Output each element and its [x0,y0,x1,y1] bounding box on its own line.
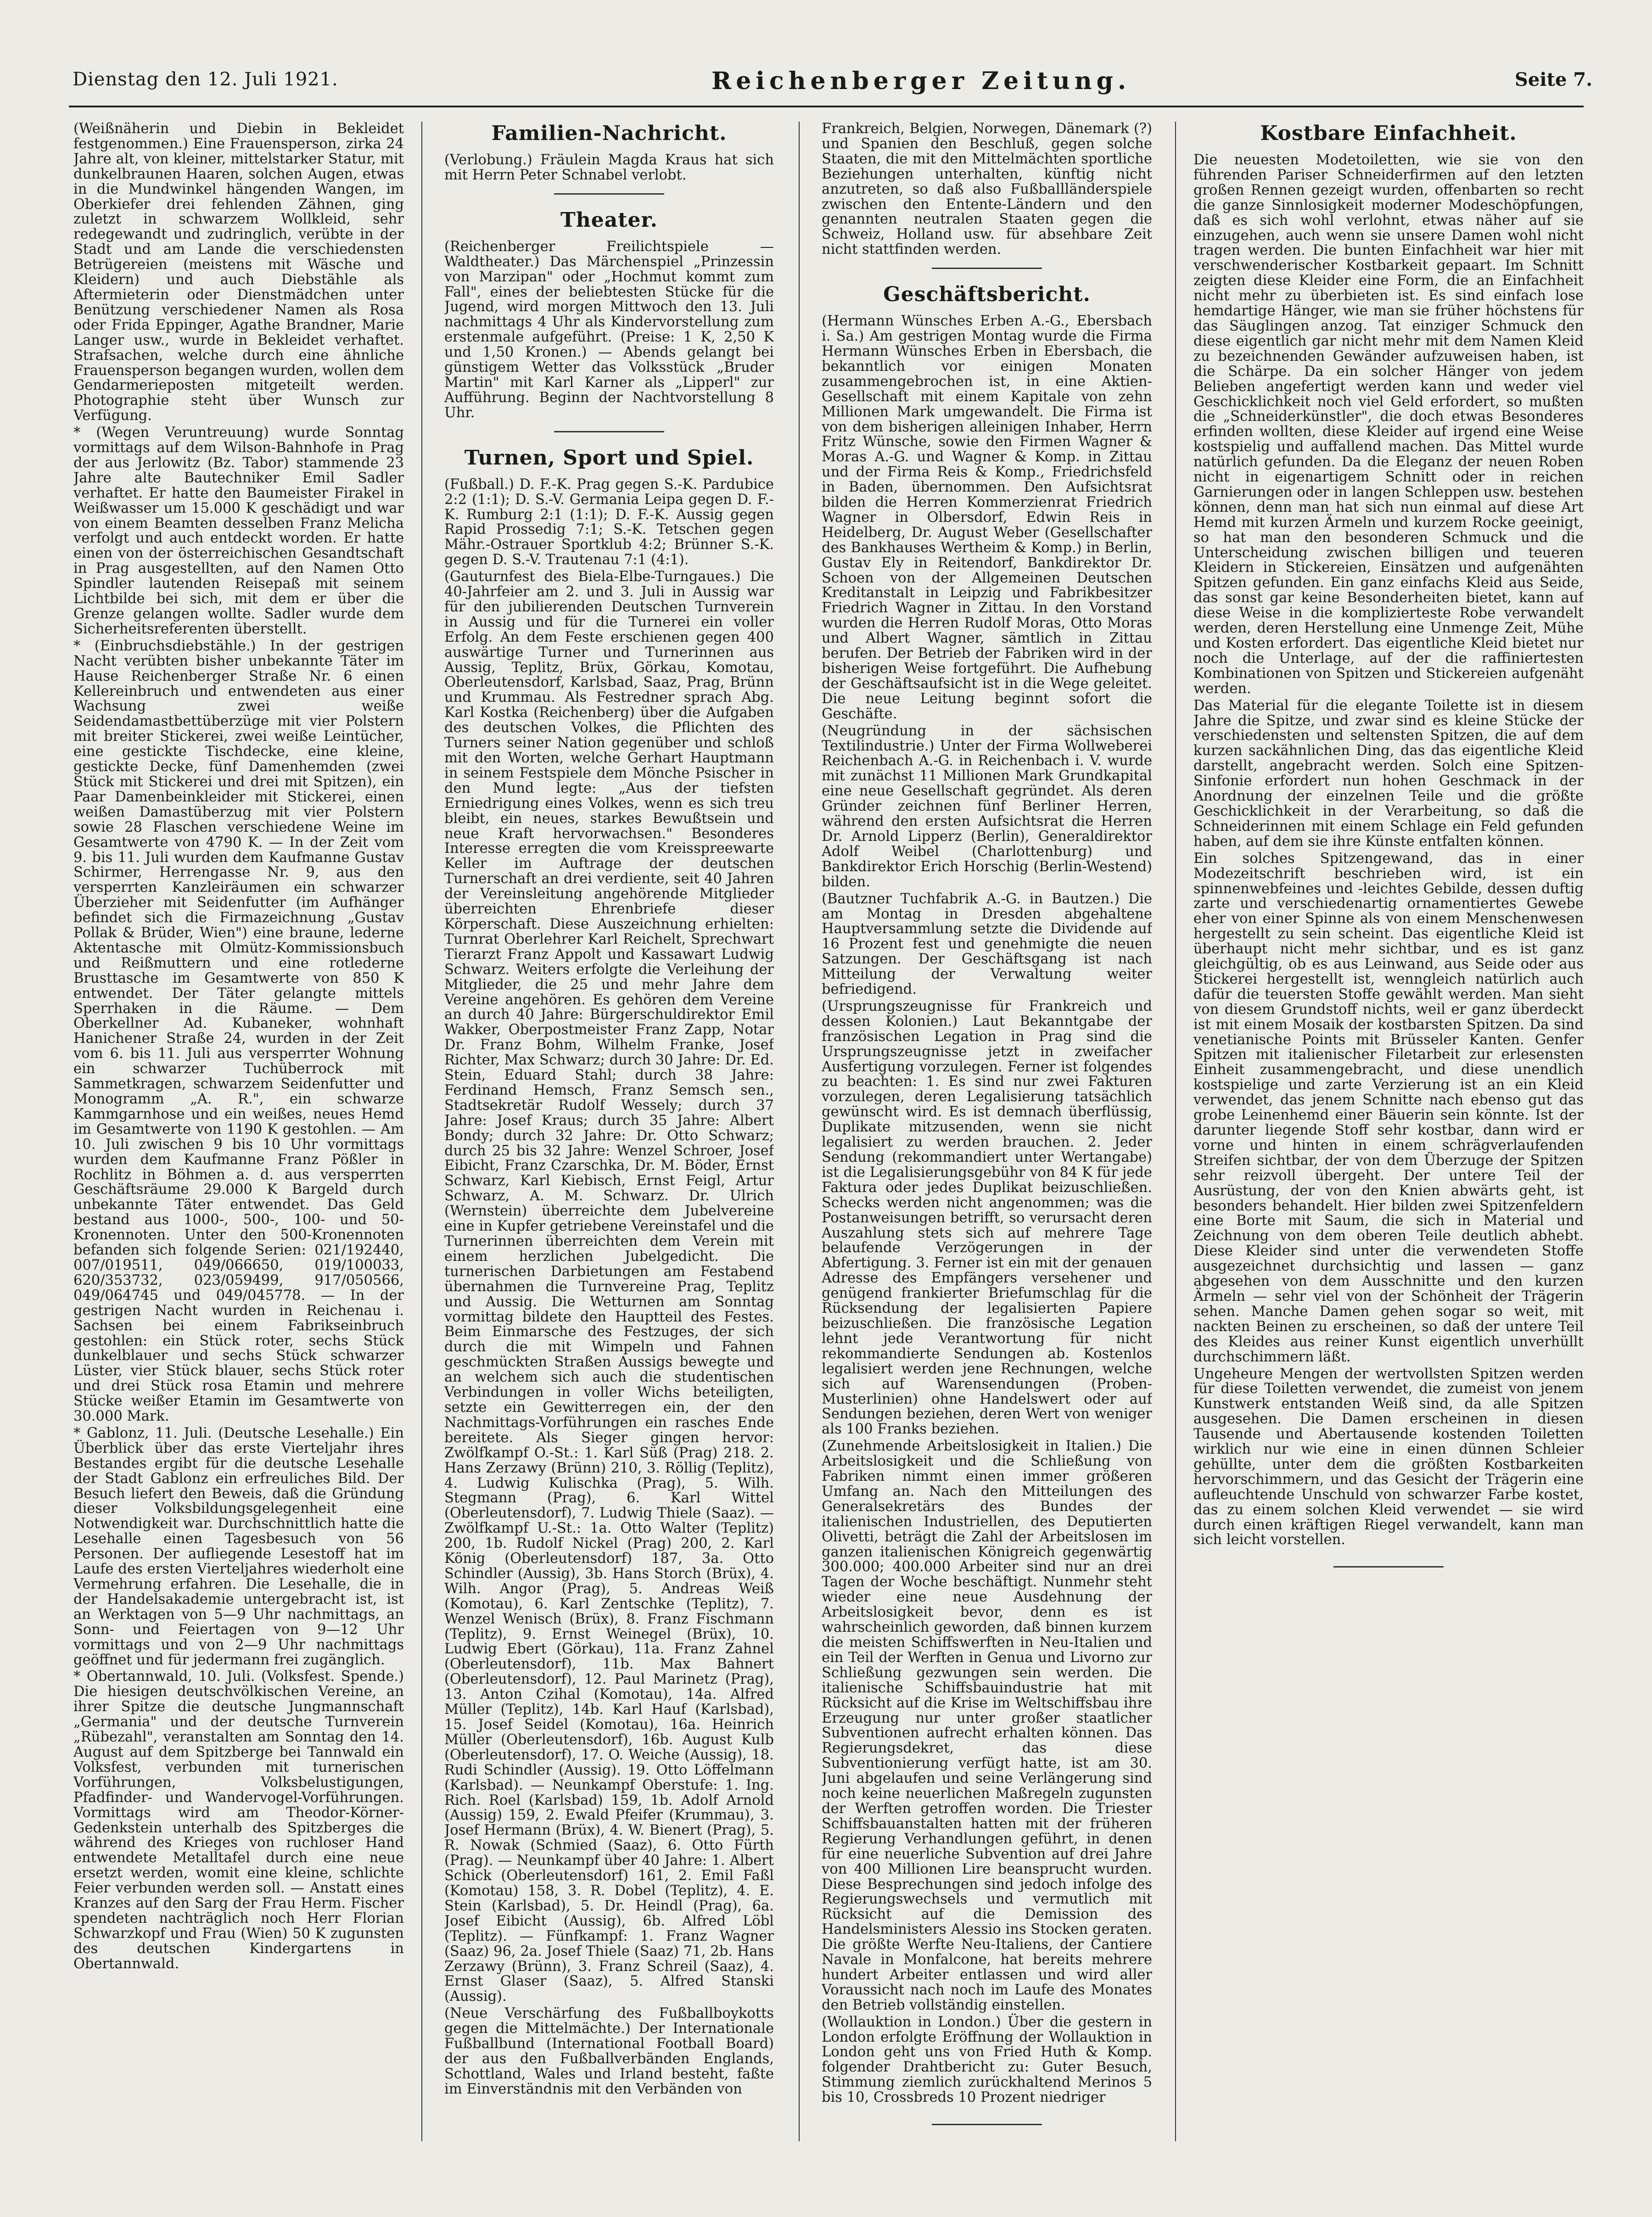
article-paragraph: (Bautzner Tuchfabrik A.-G. in Bautzen.) Die am Montag in Dresden abgehaltene Hauptversammlung setzte die Dividende auf 16 Prozent fest und genehmigte die neuen Satzungen. Der Geschäftsgang ist nach Mitteilung der Verwaltung weiter befriedigend. [822,890,1152,998]
article-paragraph: (Hermann Wünsches Erben A.-G., Ebersbach i. Sa.) Am gestrigen Montag wurde die Firma Hermann Wünsches Erben in Ebersbach, die bekanntlich vor einigen Monaten zusammengebrochen ist, in eine Aktien-Gesellschaft mit einem Kapitale von zehn Millionen Mark umgewandelt. Die Firma ist von dem bisherigen alleinigen Inhaber, Herrn Fritz Wünsche, sowie den Firmen Wagner & Moras A.-G. und Wagner & Komp. in Zittau und der Firma Reis & Komp., Friedrichsfeld in Baden, übernommen. Den Aufsichtsrat bilden die Herren Kommerzienrat Friedrich Wagner in Olbersdorf, Edwin Reis in Heidelberg, Dr. August Weber (Gesellschafter des Bankhauses Wertheim & Komp.) in Berlin, Gustav Ely in Reitendorf, Bankdirektor Dr. Schoen von der Allgemeinen Deutschen Kreditanstalt in Leipzig und Fabrikbesitzer Friedrich Wagner in Zittau. In den Vorstand wurden die Herren Rudolf Moras, Otto Moras und Albert Wagner, sämtlich in Zittau berufen. Der Betrieb der Fabriken wird in der bisherigen Weise fortgeführt. Die Aufhebung der Geschäftsaufsicht ist in die Wege geleitet. Die neue Leitung beginnt sofort die Geschäfte. [822,313,1152,722]
article-paragraph: Das Material für die elegante Toilette ist in diesem Jahre die Spitze, und zwar sind es kleine Stücke der verschiedensten und seltensten Spitzen, die auf dem kurzen sackähnlichen Ding, das das eigentliche Kleid darstellt, angebracht werden. Solch eine Spitzen-Sinfonie erfordert nun hohen Geschmack in der Anordnung der einzelnen Teile und die größte Geschicklichkeit in der Verarbeitung, so daß die Schneiderinnen mit einem Schlage ein Feld gefunden haben, auf dem sie ihre Künste entfalten können. [1193,697,1584,850]
article-paragraph: * (Einbruchsdiebstähle.) In der gestrigen Nacht verübten bisher unbekannte Täter im Hause Reichenberger Straße Nr. 6 einen Kellereinbruch und entwendeten aus einer Wachsung zwei weiße Seidendamastbettüberzüge mit vier Polstern mit breiter Stickerei, zwei weiße Leintücher, eine gestickte Tischdecke, eine kleine, gestickte Decke, fünf Damenhemden (zwei Stück mit Stickerei und drei mit Spitzen), ein Paar Damenbeinkleider mit Stickerei, einen weißen Damastüberzug mit vier Polstern sowie 28 Flaschen verschiedene Weine im Gesamtwerte von 4790 K. — In der Zeit vom 9. bis 11. Juli wurden dem Kaufmanne Gustav Schirmer, Herrengasse Nr. 9, aus den versperrten Kanzleiräumen ein schwarzer Überzieher mit Seidenfutter (im Aufhänger befindet sich die Firmazeichnung „Gustav Pollak & Brüder, Wien") eine braune, lederne Aktentasche mit Olmütz-Kommissionsbuch und Reißmuttern und eine rotlederne Brusttasche im Gesamtwerte von 850 K entwendet. Der Täter gelangte mittels Sperrhaken in die Räume. — Dem Oberkellner Ad. Kubaneker, wohnhaft Hanichener Straße 24, wurden in der Zeit vom 6. bis 11. Juli aus versperrter Wohnung ein schwarzer Tuchüberrock mit Sammetkragen, schwarzem Seidenfutter und Monogramm „A. R.", ein schwarze Kammgarnhose und ein weißes, neues Hemd im Gesamtwerte von 1190 K gestohlen. — Am 10. Juli zwischen 9 bis 10 Uhr vormittags wurden dem Kaufmanne Franz Pößler in Rochlitz in Böhmen a. d. aus versperrten Geschäftsräume 29.000 K Bargeld durch unbekannte Täter entwendet. Das Geld bestand aus 1000-, 500-, 100- und 50-Kronennoten. Unter den 500-Kronennoten befanden sich folgende Serien: 021/192440, 007/019511, 049/066650, 019/100033, 620/353732, 023/059499, 917/050566, 049/064745 und 049/045778. — In der gestrigen Nacht wurden in Reichenau i. Sachsen bei einem Fabrikseinbruch gestohlen: ein Stück roter, sechs Stück dunkelblauer und sechs Stück schwarzer Lüster, vier Stück blauer, sechs Stück roter und drei Stück rosa Etamin und mehrere Stücke weißer Etamin im Gesamtwerte von 30.000 Mark. [73,638,404,1425]
article-paragraph: (Gauturnfest des Biela-Elbe-Turngaues.) Die 40-Jahrfeier am 2. und 3. Juli in Aussig war für den jubilierenden Deutschen Turnverein in Aussig und für die Turnerei ein voller Erfolg. An dem Feste erschienen gegen 400 auswärtige Turner und Turnerinnen aus Aussig, Teplitz, Brüx, Görkau, Komotau, Oberleutensdorf, Karlsbad, Saaz, Prag, Brünn und Krummau. Als Festredner sprach Abg. Karl Kostka (Reichenberg) über die Aufgaben des deutschen Volkes, die Pflichten des Turners seiner Nation gegenüber und schloß mit den Worten, welche Gerhart Hauptmann in seinem Festspiele dem Mönche Psischer in den Mund legte: „Aus der tiefsten Erniedrigung eines Volkes, wenn es sich treu bleibt, ein neues, starkes Bewußtsein und neue Kraft hervorwachsen." Besonderes Interesse erregten die vom Kreisspreewarte Keller im Auftrage der deutschen Turnerschaft an drei verdiente, seit 40 Jahren der Vereinsleitung angehörende Mitglieder überreichten Ehrenbriefe dieser Körperschaft. Diese Auszeichnung erhielten: Turnrat Oberlehrer Karl Reichelt, Sprechwart Tierarzt Franz Appolt und Kassawart Ludwig Schwarz. Weiters erfolgte die Verleihung der Mitglieder, die 25 und mehr Jahre dem Vereine angehören. Es gehören dem Vereine an durch 40 Jahre: Bürgerschuldirektor Emil Wakker, Oberpostmeister Franz Zapp, Notar Dr. Franz Bohm, Wilhelm Franke, Josef Richter, Max Schwarz; durch 30 Jahre: Dr. Ed. Stein, Eduard Stahl; durch 38 Jahre: Ferdinand Hemsch, Franz Semsch sen., Stadtsekretär Rudolf Wessely; durch 37 Jahre: Josef Kraus; durch 35 Jahre: Albert Bondy; durch 32 Jahre: Dr. Otto Schwarz; durch 25 bis 32 Jahre: Wenzel Schroer, Josef Eibicht, Franz Czarschka, Dr. M. Böder, Ernst Schwarz, Karl Kiebisch, Ernst Feigl, Artur Schwarz, A. M. Schwarz. Dr. Ulrich (Wernstein) überreichte dem Jubelvereine eine in Kupfer getriebene Vereinstafel und die Turnerinnen überreichten dem Verein mit einem herzlichen Jubelgedicht. Die turnerischen Darbietungen am Festabend übernahmen die Turnvereine Prag, Teplitz und Aussig. Die Wetturnen am Sonntag vormittag bildete den Hauptteil des Festes. Beim Einmarsche des Festzuges, der sich durch die mit Wimpeln und Fahnen geschmückten Straßen Aussigs bewegte und an welchem sich auch die studentischen Verbindungen in voller Wichs beteiligten, setzte ein Gewitterregen ein, der den Nachmittags-Vorführungen ein rasches Ende bereitete. Als Sieger gingen hervor: Zwölfkampf O.-St.: 1. Karl Süß (Prag) 218. 2. Hans Zerzawy (Brünn) 210, 3. Röllig (Teplitz), 4. Ludwig Kulischka (Prag), 5. Wilh. Stegmann (Prag), 6. Karl Wittel (Oberleutensdorf), 7. Ludwig Thiele (Saaz). — Zwölfkampf U.-St.: 1a. Otto Walter (Teplitz) 200, 1b. Rudolf Nickel (Prag) 200, 2. Karl König (Oberleutensdorf) 187, 3a. Otto Schindler (Aussig), 3b. Hans Storch (Brüx), 4. Wilh. Angor (Prag), 5. Andreas Weiß (Komotau), 6. Karl Zentschke (Teplitz), 7. Wenzel Wenisch (Brüx), 8. Franz Fischmann (Teplitz), 9. Ernst Weinegel (Brüx), 10. Ludwig Ebert (Görkau), 11a. Franz Zahnel (Oberleutensdorf), 11b. Max Bahnert (Oberleutensdorf), 12. Paul Marinetz (Prag), 13. Anton Czihal (Komotau), 14a. Alfred Müller (Teplitz), 14b. Karl Hauf (Karlsbad), 15. Josef Seidel (Komotau), 16a. Heinrich Müller (Oberleutensdorf), 16b. August Kulb (Oberleutensdorf), 17. O. Weiche (Aussig), 18. Rudi Schindler (Aussig). 19. Otto Löffelmann (Karlsbad). — Neunkampf Oberstufe: 1. Ing. Rich. Roel (Karlsbad) 159, 1b. Adolf Arnold (Aussig) 159, 2. Ewald Pfeifer (Krummau), 3. Josef Hermann (Brüx), 4. W. Bienert (Prag), 5. R. Nowak (Schmied (Saaz), 6. Otto Fürth (Prag). — Neunkampf über 40 Jahre: 1. Albert Schick (Oberleutensdorf) 161, 2. Emil Faßl (Komotau) 158, 3. R. Dobel (Teplitz), 4. E. Stein (Karlsbad), 5. Dr. Heindl (Prag), 6a. Josef Eibicht (Aussig), 6b. Alfred Löbl (Teplitz). — Fünfkampf: 1. Franz Wagner (Saaz) 96, 2a. Josef Thiele (Saaz) 71, 2b. Hans Zerzawy (Brünn), 3. Franz Schreil (Saaz), 4. Ernst Glaser (Saaz), 5. Alfred Stanski (Aussig). [444,569,774,2005]
page-label: Seite 7. [1515,69,1593,90]
section-title-sport: Turnen, Sport und Spiel. [464,446,754,470]
article-paragraph: (Neugründung in der sächsischen Textilindustrie.) Unter der Firma Wollweberei Reichenbach A.-G. in Reichenbach i. V. wurde mit zunächst 11 Millionen Mark Grundkapital eine neue Gesellschaft gegründet. Als deren Gründer zeichnen fünf Berliner Herren, während den ersten Aufsichtsrat die Herren Dr. Arnold Lipperz (Berlin), Generaldirektor Adolf Weibel (Charlottenburg) und Bankdirektor Erich Horschig (Berlin-Westend) bilden. [822,722,1152,890]
section-title-family-news: Familien-Nachricht. [491,122,727,145]
column-divider [1175,122,1176,2141]
article-paragraph: Die neuesten Modetoiletten, wie sie von den führenden Pariser Schneiderfirmen auf den letzten großen Rennen gezeigt wurden, offenbarten so recht die ganze Sinnlosigkeit moderner Modeschöpfungen, daß es sich wohl verlohnt, etwas näher auf sie einzugehen, auch wenn sie unsere Damen wohl nicht tragen werden. Die bunten Einfachheit war hier mit verschwenderischer Kostbarkeit gepaart. Im Schnitt zeigten diese Kleider eine Form, die an Einfachheit nicht mehr zu überbieten ist. Es sind einfach lose hemdartige Hänger, wie man sie früher höchstens für das Säuglingen anzog. Tat einziger Schmuck den diese eigentlich gar nicht mehr mit dem Namen Kleid zu bezeichnenden Gewänder aufzuweisen haben, ist die Schärpe. Da ein solcher Hänger von jedem Belieben angefertigt werden kann und weder viel Geschicklichkeit noch viel Geld erfordert, so mußten die „Schneiderkünstler", die doch etwas Besonderes erfinden wollten, diese Kleider auf irgend eine Weise kostspielig und auffallend machen. Das Mittel wurde natürlich gefunden. Da die Eleganz der neuen Roben nicht in eigenartigem Schnitt oder in reichen Garnierungen oder in langen Schleppen usw. bestehen können, denn man hat sich nun einmal auf diese Art Hemd mit kurzen Ärmeln und kurzem Rocke geeinigt, so hat man den besonderen Schmuck und die Unterscheidung zwischen billigen und teueren Kleidern in Stickereien, Einsätzen und aufgenähten Spitzen gefunden. Ein ganz einfachs Kleid aus Seide, das sonst gar keine Besonderheiten bietet, kann auf diese Weise in die komplizierteste Robe verwandelt werden, deren Herstellung eine Unmenge Zeit, Mühe und Kosten erfordert. Das eigentliche Kleid bietet nur noch die Unterlage, auf der die raffiniertesten Kombinationen von Spitzen und Stickereien aufgenäht werden. [1193,152,1584,697]
column-1 [73,122,404,2169]
article-paragraph: (Neue Verschärfung des Fußballboykotts gegen die Mittelmächte.) Der Internationale Fußballbund (International Football Board) der aus den Fußballverbänden Englands, Schottland, Wales und Irland besteht, faßte im Einverständnis mit den Verbänden von [444,2005,774,2097]
article-paragraph: Ein solches Spitzengewand, das in einer Modezeitschrift beschrieben wird, ist ein spinnenwebfeines und -leichtes Gebilde, dessen duftig zarte und verschiedenartig ornamentiertes Gewebe eher von einer Spinne als von einem Menschenwesen hergestellt zu sein scheint. Das eigentliche Kleid ist überhaupt nicht mehr sichtbar, und es ist ganz gleichgültig, ob es aus Leinwand, aus Seide oder aus Stickerei hergestellt ist, wenngleich natürlich auch dafür die teuersten Stoffe gewählt werden. Man sieht von diesem Grundstoff nichts, weil er ganz überdeckt ist mit einem Mosaik der kostbarsten Spitzen. Da sind venetianische Points mit Brüsseler Kanten. Genfer Spitzen mit italienischer Filetarbeit zur erlesensten Einheit zusammengebracht, und diese unendlich kostspielige und zarte Verzierung ist an ein Kleid verwendet, das jenem Schnitte nach ebenso gut das grobe Leinenhemd einer Bäuerin sein könnte. Ist der darunter liegende Stoff sehr kostbar, dann wird er vorne und hinten in einem schrägverlaufenden Streifen sichtbar, der von dem Überzuge der Spitzen sehr reizvoll übergeht. Der untere Teil der Ausrüstung, der von den Knien abwärts geht, ist besonders behandelt. Hier bilden zwei Spitzenfeldern eine Borte mit Saum, die sich in Material und Zeichnung von dem oberen Teile deutlich abhebt. Diese Kleider sind unter die verwendeten Stoffe ausgezeichnet durchsichtig und lassen — ganz abgesehen von dem Ausschnitte und den kurzen Ärmeln — sehr viel von der Schönheit der Trägerin sehen. Manche Damen gehen sogar so weit, mit nackten Beinen zu erscheinen, so daß der untere Teil des Kleides aus reiner Kunst eigentlich unverhüllt durchschimmern läßt. [1193,850,1584,1365]
section-title-fashion: Kostbare Einfachheit. [1260,122,1517,145]
article-paragraph: * Gablonz, 11. Juli. (Deutsche Lesehalle.) Ein Überblick über das erste Vierteljahr ihres Bestandes ergibt für die deutsche Lesehalle der Stadt Gablonz ein erfreuliches Bild. Der Besuch liefert den Beweis, daß die Gründung dieser Volksbildungsgelegenheit eine Notwendigkeit war. Durchschnittlich hatte die Lesehalle einen Tagesbesuch von 56 Personen. Der aufliegende Lesestoff hat im Laufe des ersten Vierteljahres wiederholt eine Vermehrung erfahren. Die Lesehalle, die in der Handelsakademie untergebracht ist, ist an Werktagen von 5—9 Uhr nachmittags, an Sonn- und Feiertagen von 9—12 Uhr vormittags und von 2—9 Uhr nachmittags geöffnet und für jedermann frei zugänglich. [73,1425,404,1668]
article-paragraph: (Verlobung.) Fräulein Magda Kraus hat sich mit Herrn Peter Schnabel verlobt. [444,152,774,183]
column-3 [822,122,1152,2169]
section-divider [554,431,664,432]
date-line: Dienstag den 12. Juli 1921. [73,69,338,90]
section-title-business-report: Geschäftsbericht. [883,283,1091,307]
article-paragraph: (Wollauktion in London.) Über die gestern in London erfolgte Eröffnung der Wollauktion in London geht uns von Fried Huth & Komp. folgender Drahtbericht zu: Guter Besuch, Stimmung ziemlich zurückhaltend Merinos 5 bis 10, Crossbreds 10 Prozent niedriger [822,2014,1152,2106]
page-header [69,69,1652,96]
article-paragraph: * Obertannwald, 10. Juli. (Volksfest. Spende.) Die hiesigen deutschvölkischen Vereine, an ihrer Spitze die deutsche Jungmannschaft „Germania" und der deutsche Turnverein „Rübezahl", veranstalten am Sonntag den 14. August auf dem Spitzberge bei Tannwald ein Volksfest, verbunden mit turnerischen Vorführungen, Volksbelustigungen, Pfadfinder- und Wandervogel-Vorführungen. Vormittags wird am Theodor-Körner-Gedenkstein unterhalb des Spitzberges die während des Krieges von ruchloser Hand entwendete Metalltafel durch eine neue ersetzt werden, womit eine kleine, schlichte Feier verbunden werden soll. — Anstatt eines Kranzes auf den Sarg der Frau Herm. Fischer spendeten nachträglich noch Herr Florian Schwarzkopf und Frau (Wien) 50 K zugunsten des deutschen Kindergartens in Obertannwald. [73,1668,404,1972]
section-divider [932,2124,1042,2125]
column-divider [799,122,800,2141]
article-paragraph: Ungeheure Mengen der wertvollsten Spitzen werden für diese Toiletten verwendet, die zumeist von jenem Kunstwerk entstanden Weiß sind, da alle Spitzen ausgesehen. Die Damen erscheinen in diesen Tausende und Abertausende kostenden Toiletten wirklich nur wie eine in einen dünnen Schleier gehüllte, unter dem die größten Kostbarkeiten hervorschimmern, und das Gesicht der Trägerin eine aufleuchtende Unschuld von schwarzer Farbe kostet, das zu einem solchen Kleid verwendet — sie wird durch einen kräftigen Riegel verwandelt, kann man sich leicht vorstellen. [1193,1366,1584,1548]
section-divider [932,268,1042,269]
article-paragraph: (Reichenberger Freilichtspiele — Waldtheater.) Das Märchenspiel „Prinzessin von Marzipan" oder „Hochmut kommt zum Fall", eines der beliebtesten Stücke für die Jugend, wird morgen Mittwoch den 13. Juli nachmittags 4 Uhr als Kindervorstellung zum erstenmale aufgeführt. (Preise: 1 K, 2,50 K und 1,50 Kronen.) — Abends gelangt bei günstigem Wetter das Volksstück „Bruder Martin" mit Karl Karner als „Lipperl" zur Aufführung. Beginn der Nachtvorstellung 8 Uhr. [444,238,774,421]
newspaper-title: Reichenberger Zeitung. [711,67,1131,95]
section-divider [1333,1566,1444,1568]
article-paragraph: (Fußball.) D. F.-K. Prag gegen S.-K. Pardubice 2:2 (1:1); D. S.-V. Germania Leipa gegen D. F.-K. Rumburg 2:1 (1:1); D. F.-K. Aussig gegen Rapid Prossedig 7:1; S.-K. Tetschen gegen Mähr.-Ostrauer Sportklub 4:2; Brünner S.-K. gegen D. S.-V. Trautenau 7:1 (4:1). [444,476,774,568]
article-paragraph: * (Wegen Veruntreuung) wurde Sonntag vormittags auf dem Wilson-Bahnhofe in Prag der aus Jerlowitz (Bz. Tabor) stammende 23 Jahre alte Bautechniker Emil Sadler verhaftet. Er hatte den Baumeister Firakel in Weißwasser um 15.000 K geschädigt und war von einem Beamten desselben Franz Melicha verfolgt und auch entdeckt worden. Er hatte einen von der österreichischen Gesandtschaft in Prag ausgestellten, auf den Namen Otto Spindler lautenden Reisepaß mit seinem Lichtbilde bei sich, mit dem er über die Grenze gelangen wollte. Sadler wurde dem Sicherheitsreferenten überstellt. [73,425,404,637]
article-paragraph: (Ursprungszeugnisse für Frankreich und dessen Kolonien.) Laut Bekanntgabe der französischen Legation in Prag sind die Ursprungszeugnisse jetzt in zweifacher Ausfertigung vorzulegen. Ferner ist folgendes zu beachten: 1. Es sind nur zwei Fakturen vorzulegen, deren Legalisierung tatsächlich gewünscht wird. Es ist demnach überflüssig, Duplikate mitzusenden, wenn sie nicht legalisiert zu werden brauchen. 2. Jeder Sendung (rekommandiert unter Wertangabe) ist die Legalisierungsgebühr von 84 K für jede Faktura oder jedes Duplikat beizuschließen. Schecks werden nicht angenommen; was die Postanweisungen betrifft, so verursacht deren Auszahlung stets sich auf mehrere Tage belaufende Verzögerungen in der Abfertigung. 3. Ferner ist ein mit der genauen Adresse des Empfängers versehener und genügend frankierter Briefumschlag für die Rücksendung der legalisierten Papiere beizuschließen. Die französische Legation lehnt jede Verantwortung für nicht rekommandierte Sendungen ab. Kostenlos legalisiert werden jene Rechnungen, welche sich auf Warensendungen (Proben-Musterlinien) ohne Handelswert oder auf Sendungen beziehen, deren Wert von weniger als 100 Franks beziehen. [822,998,1152,1438]
column-2 [444,122,774,2169]
article-paragraph: Frankreich, Belgien, Norwegen, Dänemark (?) und Spanien den Beschluß, gegen solche Staaten, die mit den Mittelmächten sportliche Beziehungen unterhalten, künftig nicht anzutreten, so daß also Fußballländerspiele zwischen den Entente-Ländern und den genannten neutralen Staaten gegen die Schweiz, Holland usw. für absehbare Zeit nicht stattfinden werden. [822,122,1152,258]
section-title-theater: Theater. [560,208,658,232]
article-paragraph: (Zunehmende Arbeitslosigkeit in Italien.) Die Arbeitslosigkeit und die Schließung von Fabriken nimmt einen immer größeren Umfang an. Nach den Mitteilungen des Generalsekretärs des Bundes der italienischen Industriellen, des Deputierten Olivetti, beträgt die Zahl der Arbeitslosen im ganzen italienischen Königreich gegenwärtig 300.000; 400.000 Arbeiter sind nur an drei Tagen der Woche beschäftigt. Nunmehr steht wieder eine neue Ausdehnung der Arbeitslosigkeit bevor, denn es ist wahrscheinlich geworden, daß binnen kurzem die meisten Schiffswerften in Neu-Italien und ein Teil der Werften in Genua und Livorno zur Schließung gezwungen sein werden. Die italienische Schiffsbauindustrie hat mit Rücksicht auf die Krise im Weltschiffsbau ihre Erzeugung nur unter großer staatlicher Subventionen aufrecht erhalten können. Das Regierungsdekret, das diese Subventionierung verfügt hatte, ist am 30. Juni abgelaufen und seine Verlängerung sind noch keine neuerlichen Maßregeln zugunsten der Werften getroffen worden. Die Triester Schiffsbauanstalten hatten mit der früheren Regierung Verhandlungen geführt, in denen für eine neuerliche Subvention auf drei Jahre von 400 Millionen Lire beansprucht wurden. Diese Besprechungen sind jedoch infolge des Regierungswechsels und vermutlich mit Rücksicht auf die Demission des Handelsministers Alessio ins Stocken geraten. Die größte Werfte Neu-Italiens, der Cantiere Navale in Monfalcone, hat bereits mehrere hundert Arbeiter entlassen und wird aller Voraussicht nach noch im Laufe des Monates den Betrieb vollständig einstellen. [822,1438,1152,2013]
column-divider [421,122,422,2141]
header-rule [69,106,1584,107]
column-4 [1193,122,1584,2169]
section-divider [554,193,664,195]
article-paragraph: (Weißnäherin und Diebin in Bekleidet festgenommen.) Eine Frauensperson, zirka 24 Jahre alt, von kleiner, mittelstarker Statur, mit dunkelbraunen Haaren, solchen Augen, etwas in die Mundwinkel hängenden Wangen, im Oberkiefer drei fehlenden Zähnen, ging zuletzt in schwarzem Wollkleid, sehr redegewandt und zudringlich, verübte in der Stadt und am Lande die verschiedensten Betrügereien (meistens mit Wäsche und Kleidern) und auch Diebstähle als Aftermieterin oder Dienstmädchen unter Benützung verschiedener Namen als Rosa oder Frida Eppinger, Agathe Brandner, Marie Langer usw., wurde in Bekleidet verhaftet. Strafsachen, welche durch eine ähnliche Frauensperson begangen wurden, wollen dem Gendarmerieposten mitgeteilt werden. Photographie steht über Wunsch zur Verfügung. [73,122,404,424]
